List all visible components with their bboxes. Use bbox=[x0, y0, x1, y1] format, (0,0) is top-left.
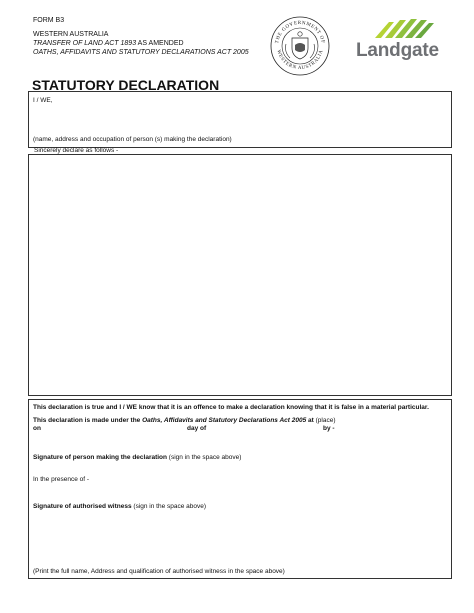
act-line-1 bbox=[33, 39, 249, 48]
true-statement: This declaration is true and I / WE know that it is an offence to make a declaration knowing that it is false in a material particular. bbox=[33, 404, 429, 411]
jurisdiction-line: WESTERN AUSTRALIA bbox=[33, 31, 109, 38]
landgate-wordmark: Landgate bbox=[356, 40, 439, 61]
made-prefix: This declaration is made under the bbox=[33, 417, 143, 424]
sig-person-note: (sign in the space above) bbox=[167, 454, 242, 461]
signature-box[interactable] bbox=[28, 399, 452, 579]
declarant-box[interactable] bbox=[28, 91, 452, 148]
sig-witness-label: Signature of authorised witness bbox=[33, 503, 132, 510]
seal-top-text: THE GOVERNMENT OF bbox=[275, 20, 325, 45]
declarant-caption: (name, address and occupation of person (s) making the declaration) bbox=[33, 136, 232, 143]
sig-witness-line bbox=[33, 503, 206, 511]
form-number: FORM B3 bbox=[33, 17, 65, 24]
act-amended: AS AMENDED bbox=[136, 40, 184, 47]
page-title: STATUTORY DECLARATION bbox=[32, 77, 220, 93]
form-header bbox=[33, 16, 249, 57]
government-seal-icon bbox=[270, 16, 330, 76]
sig-person-label: Signature of person making the declaration bbox=[33, 454, 167, 461]
svg-text:WESTERN AUSTRALIA bbox=[275, 49, 324, 71]
act-line-2: OATHS, AFFIDAVITS AND STATUTORY DECLARATIONS ACT 2005 bbox=[33, 49, 249, 56]
act-name-italic: TRANSFER OF LAND ACT 1893 bbox=[33, 40, 137, 47]
print-note: (Print the full name, Address and qualification of authorised witness in the space above) bbox=[33, 568, 285, 575]
made-at: at bbox=[306, 417, 314, 424]
sig-witness-note: (sign in the space above) bbox=[131, 503, 207, 510]
made-place: (place) bbox=[313, 417, 336, 424]
made-under-line bbox=[33, 417, 336, 425]
declaration-body-box[interactable] bbox=[28, 154, 452, 396]
by-label: by - bbox=[323, 425, 335, 432]
presence-label: In the presence of - bbox=[33, 476, 90, 483]
on-label: on bbox=[33, 425, 41, 432]
declare-intro: Sincerely declare as follows - bbox=[34, 147, 119, 154]
declarant-label: I / WE, bbox=[33, 97, 53, 104]
sig-person-line bbox=[33, 454, 241, 462]
made-act: Oaths, Affidavits and Statutory Declarations Act 2005 bbox=[142, 417, 307, 424]
day-of-label: day of bbox=[187, 425, 207, 432]
seal-bottom-text: WESTERN AUSTRALIA bbox=[275, 49, 325, 71]
